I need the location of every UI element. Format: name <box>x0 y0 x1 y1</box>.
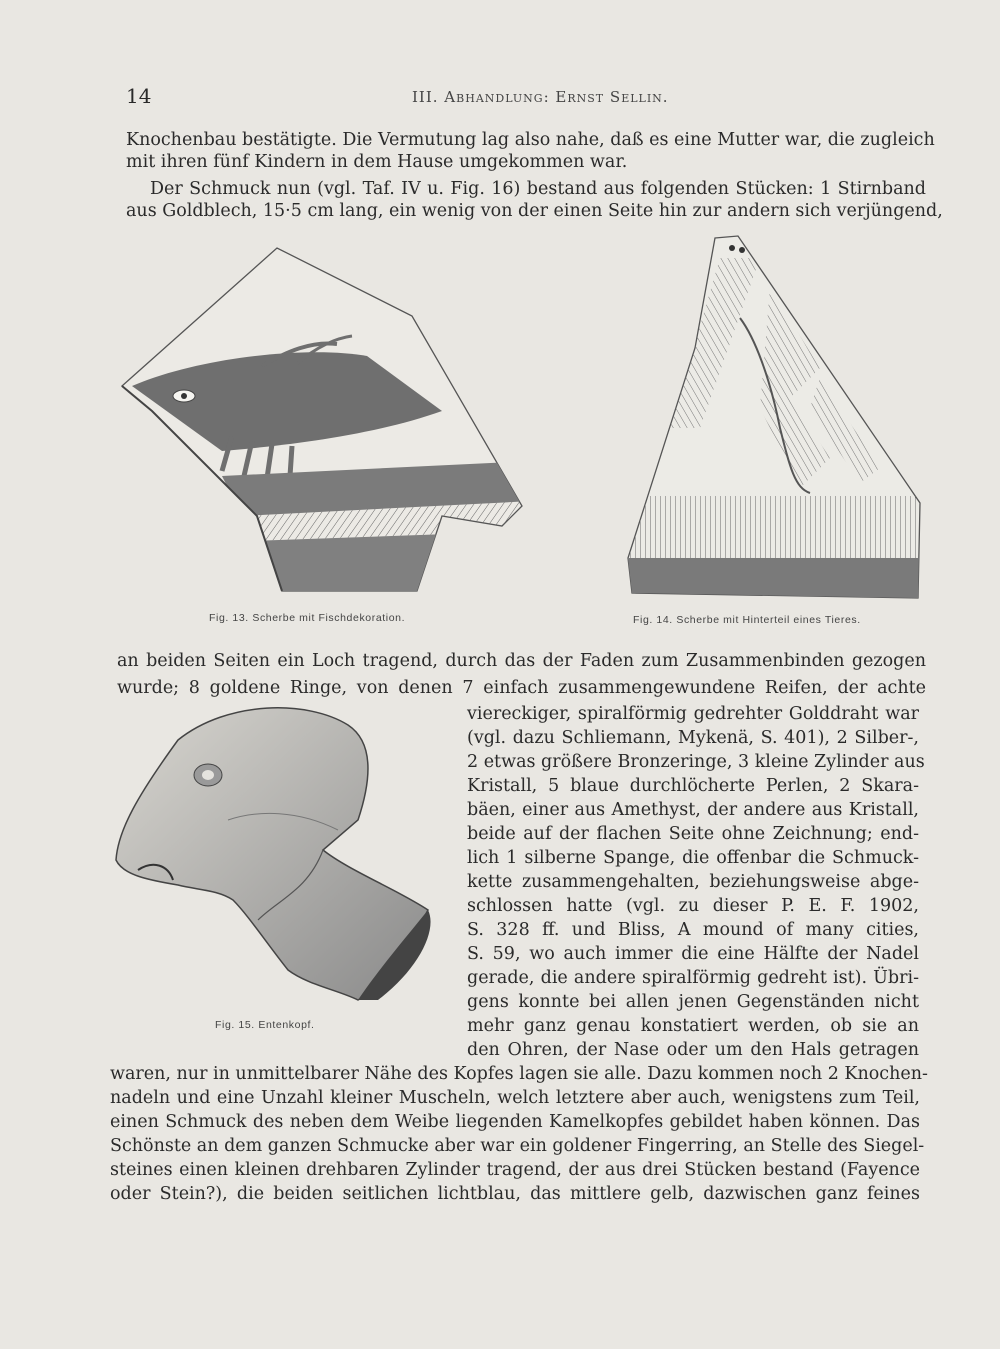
text-line: aus Goldblech, 15·5 cm lang, ein wenig von der einen Seite hin zur andern sich verjüngend, <box>126 201 943 221</box>
figure-caption: Fig. 15. Entenkopf. <box>215 1019 315 1031</box>
text-line: Schönste an dem ganzen Schmucke aber war ein goldener Fingerring, an Stelle des Siegel- <box>110 1136 925 1156</box>
figure-caption: Fig. 13. Scherbe mit Fischdekoration. <box>209 612 406 624</box>
text-line: Der Schmuck nun (vgl. Taf. IV u. Fig. 16) bestand aus folgenden Stücken: 1 Stirnband <box>150 179 926 199</box>
text-line: (vgl. dazu Schliemann, Mykenä, S. 401), 2 Silber-, <box>467 728 919 748</box>
text-line: steines einen kleinen drehbaren Zylinder tragend, der aus drei Stücken bestand (Fayence <box>110 1160 920 1180</box>
text-line: schlossen hatte (vgl. zu dieser P. E. F. 1902, <box>467 896 919 916</box>
text-line: oder Stein?), die beiden seitlichen lichtblau, das mittlere gelb, dazwischen ganz feines <box>110 1184 920 1204</box>
text-line: wurde; 8 goldene Ringe, von denen 7 einfach zusammengewundene Reifen, der achte <box>117 678 926 698</box>
text-line: nadeln und eine Unzahl kleiner Muscheln, welch letztere aber auch, wenigstens zum Teil, <box>110 1088 920 1108</box>
text-line: gerade, die andere spiralförmig gedreht ist). Übri- <box>467 968 919 988</box>
text-line: gens konnte bei allen jenen Gegenständen nicht <box>467 992 919 1012</box>
text-line: bäen, einer aus Amethyst, der andere aus Kristall, <box>467 800 919 820</box>
text-line: an beiden Seiten ein Loch tragend, durch das der Faden zum Zusammenbinden gezogen <box>117 651 926 671</box>
text-line: mit ihren fünf Kindern in dem Hause umgekommen war. <box>126 152 628 172</box>
fig15-duck-head-illustration <box>108 700 448 1010</box>
text-line: S. 59, wo auch immer die eine Hälfte der Nadel <box>467 944 919 964</box>
text-line: waren, nur in unmittelbarer Nähe des Kopfes lagen sie alle. Dazu kommen noch 2 Knochen- <box>110 1064 928 1084</box>
text-line: lich 1 silberne Spange, die offenbar die Schmuck- <box>467 848 919 868</box>
text-line: beide auf der flachen Seite ohne Zeichnung; end- <box>467 824 919 844</box>
fig14-sherd-animal-illustration <box>620 228 930 608</box>
text-line: 2 etwas größere Bronzeringe, 3 kleine Zylinder aus <box>467 752 925 772</box>
text-line: Kristall, 5 blaue durchlöcherte Perlen, 2 Skara- <box>467 776 919 796</box>
text-line: viereckiger, spiralförmig gedrehter Golddraht war <box>467 704 919 724</box>
page-number: 14 <box>126 84 152 108</box>
text-line: kette zusammengehalten, beziehungsweise abge- <box>467 872 919 892</box>
text-line: mehr ganz genau konstatiert werden, ob sie an <box>467 1016 919 1036</box>
figure-caption: Fig. 14. Scherbe mit Hinterteil eines Tieres. <box>633 614 861 626</box>
running-head: III. Abhandlung: Ernst Sellin. <box>412 88 669 106</box>
text-line: den Ohren, der Nase oder um den Hals getragen <box>467 1040 919 1060</box>
text-line: einen Schmuck des neben dem Weibe liegenden Kamelkopfes gebildet haben können. Das <box>110 1112 920 1132</box>
text-line: S. 328 ff. und Bliss, A mound of many cities, <box>467 920 919 940</box>
text-line: Knochenbau bestätigte. Die Vermutung lag also nahe, daß es eine Mutter war, die zugleich <box>126 130 935 150</box>
fig13-sherd-fish-illustration <box>112 236 532 606</box>
